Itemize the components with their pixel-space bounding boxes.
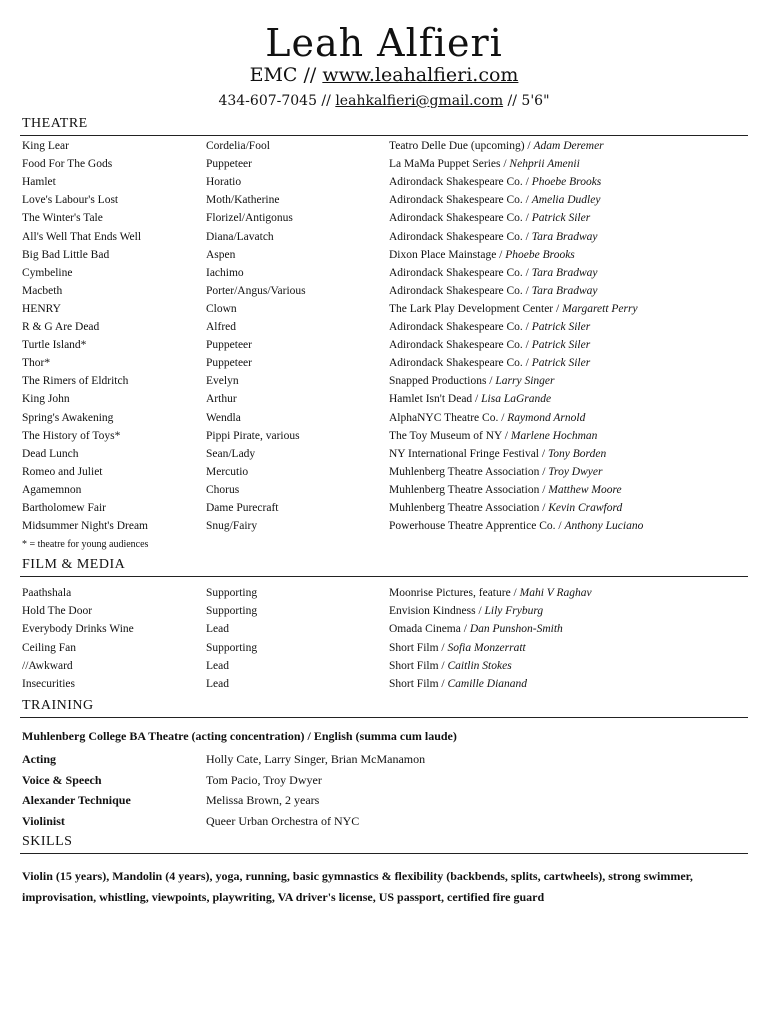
training-row (0, 812, 768, 830)
theatre-credit-row (0, 427, 768, 445)
theatre-credit-row (0, 282, 768, 300)
company-name: Short Film / (389, 678, 448, 690)
theatre-credit-row (0, 318, 768, 336)
director-name: Dan Punshon-Smith (469, 623, 563, 636)
company-director (389, 481, 622, 499)
training-row (0, 771, 768, 789)
production-title: Love's Labour's Lost (22, 194, 119, 207)
company-name: Short Film / (389, 659, 448, 672)
role-name: Puppeteer (206, 158, 252, 171)
theatre-section-title: THEATRE (22, 116, 88, 131)
training-area: Voice & Speech (22, 772, 102, 787)
role-name: Puppeteer (206, 339, 252, 352)
phone-number: 434-607-7045 // (218, 93, 331, 109)
company-director (389, 657, 512, 675)
theatre-credit-row (0, 173, 768, 191)
production-title: Bartholomew Fair (22, 502, 106, 514)
theatre-credit-row (0, 137, 768, 155)
theatre-credit-row (0, 354, 768, 372)
company-name: The Toy Museum of NY / (389, 429, 511, 442)
skills-divider (20, 853, 748, 854)
company-name: Adirondack Shakespeare Co. / (389, 230, 532, 243)
director-name: Kevin Crawford (548, 502, 623, 514)
production-title: Insecurities (22, 678, 76, 690)
company-director (389, 517, 643, 535)
role-name: Arthur (206, 393, 237, 406)
company-director (389, 246, 575, 264)
theatre-credit-row (0, 372, 768, 390)
theatre-credit-row (0, 264, 768, 282)
theatre-credit-row (0, 409, 768, 427)
director-name: Patrick Siler (531, 357, 591, 370)
theatre-credit-row (0, 246, 768, 264)
production-title: R & G Are Dead (22, 321, 100, 333)
training-area: Acting (22, 752, 56, 766)
role-name: Florizel/Antigonus (206, 212, 293, 225)
company-director (389, 409, 585, 427)
role-name: Supporting (206, 605, 258, 618)
training-row (0, 750, 768, 768)
company-director (389, 264, 597, 282)
role-name: Puppeteer (206, 357, 252, 370)
director-name: Anthony Luciano (564, 520, 644, 533)
role-name: Lead (206, 678, 229, 690)
film-credit-row (0, 675, 768, 693)
theatre-credit-row (0, 463, 768, 481)
company-name: Muhlenberg Theatre Association / (389, 502, 549, 514)
company-name: Adirondack Shakespeare Co. / (389, 357, 532, 370)
role-name: Cordelia/Fool (206, 140, 270, 152)
production-title: Macbeth (22, 284, 63, 297)
production-title: Dead Lunch (22, 447, 79, 460)
company-director (389, 639, 526, 657)
director-name: Troy Dwyer (548, 465, 603, 478)
company-director (389, 137, 604, 155)
company-director (389, 173, 601, 191)
company-name: Omada Cinema / (389, 623, 470, 636)
company-director (389, 300, 638, 318)
role-name: Iachimo (206, 266, 244, 279)
company-name: Teatro Delle Due (upcoming) / (389, 140, 534, 152)
training-teachers: Tom Pacio, Troy Dwyer (206, 772, 322, 787)
role-name: Diana/Lavatch (206, 230, 274, 243)
theatre-credit-row (0, 300, 768, 318)
company-director (389, 427, 597, 445)
training-divider (20, 717, 748, 718)
film-credit-row (0, 639, 768, 657)
contact-line (0, 94, 768, 108)
website-link[interactable]: www.leahalfieri.com (322, 64, 519, 86)
role-name: Snug/Fairy (206, 520, 258, 533)
company-director (389, 209, 590, 227)
director-name: Adam Deremer (533, 140, 604, 152)
director-name: Tara Bradway (531, 284, 598, 297)
tya-footnote: * = theatre for young audiences (22, 539, 149, 550)
company-name: Hamlet Isn't Dead / (389, 393, 482, 406)
company-director (389, 463, 602, 481)
film-credit-row (0, 602, 768, 620)
company-director (389, 602, 543, 620)
production-title: The Rimers of Eldritch (22, 375, 129, 388)
role-name: Evelyn (206, 375, 239, 388)
training-teachers: Queer Urban Orchestra of NYC (206, 813, 360, 828)
director-name: Nehprii Amenii (509, 158, 580, 171)
company-director (389, 499, 622, 517)
company-name: Adirondack Shakespeare Co. / (389, 266, 532, 279)
company-name: AlphaNYC Theatre Co. / (389, 411, 508, 424)
director-name: Margarett Perry (562, 302, 638, 315)
director-name: Sofia Monzerratt (447, 641, 526, 654)
production-title: Hold The Door (22, 605, 93, 618)
director-name: Patrick Siler (531, 321, 591, 333)
company-director (389, 390, 551, 408)
company-director (389, 584, 592, 602)
role-name: Pippi Pirate, various (206, 429, 300, 442)
company-director (389, 228, 597, 246)
role-name: Aspen (206, 248, 236, 261)
training-area: Violinist (22, 813, 65, 828)
production-title: Romeo and Juliet (22, 465, 103, 478)
role-name: Clown (206, 302, 237, 315)
role-name: Chorus (206, 483, 240, 496)
role-name: Supporting (206, 587, 258, 599)
company-director (389, 675, 527, 693)
company-name: Envision Kindness / (389, 605, 485, 618)
role-name: Supporting (206, 641, 258, 654)
production-title: Agamemnon (22, 483, 82, 496)
director-name: Marlene Hochman (510, 429, 598, 442)
production-title: The Winter's Tale (22, 212, 103, 225)
role-name: Mercutio (206, 465, 249, 478)
director-name: Phoebe Brooks (505, 248, 575, 261)
training-teachers: Melissa Brown, 2 years (206, 793, 320, 807)
company-director (389, 372, 554, 390)
director-name: Tara Bradway (531, 230, 598, 243)
company-name: Adirondack Shakespeare Co. / (389, 194, 532, 207)
director-name: Lisa LaGrande (481, 393, 552, 406)
director-name: Matthew Moore (548, 483, 622, 496)
theatre-credit-row (0, 228, 768, 246)
theatre-credit-row (0, 445, 768, 463)
role-name: Porter/Angus/Various (206, 284, 306, 297)
company-name: Dixon Place Mainstage / (389, 248, 506, 261)
degree-line: Muhlenberg College BA Theatre (acting concentration) / English (summa cum laude) (22, 729, 457, 743)
film-credit-row (0, 657, 768, 675)
union-website-line (0, 66, 768, 85)
company-director (389, 318, 590, 336)
production-title: //Awkward (22, 659, 73, 672)
company-name: Muhlenberg Theatre Association / (389, 483, 549, 496)
union-status: EMC // (249, 64, 317, 86)
company-director (389, 354, 590, 372)
production-title: Big Bad Little Bad (22, 248, 110, 261)
role-name: Moth/Katherine (206, 194, 280, 207)
production-title: Cymbeline (22, 266, 73, 279)
production-title: Food For The Gods (22, 158, 113, 171)
production-title: HENRY (22, 302, 61, 315)
film-credit-row (0, 620, 768, 638)
training-area: Alexander Technique (22, 793, 131, 807)
production-title: Ceiling Fan (22, 641, 76, 654)
director-name: Lily Fryburg (484, 605, 544, 618)
production-title: Spring's Awakening (22, 411, 114, 424)
production-title: Paathshala (22, 587, 72, 599)
role-name: Lead (206, 623, 229, 636)
company-name: Short Film / (389, 641, 448, 654)
production-title: Thor* (22, 357, 51, 370)
production-title: Hamlet (22, 176, 56, 189)
director-name: Larry Singer (495, 375, 555, 388)
film-divider (20, 576, 748, 577)
skills-section-title: SKILLS (22, 834, 73, 849)
company-director (389, 155, 580, 173)
email-link[interactable]: leahkalfieri@gmail.com (335, 93, 504, 109)
role-name: Alfred (206, 321, 237, 333)
company-director (389, 191, 600, 209)
production-title: King John (22, 393, 70, 406)
company-name: La MaMa Puppet Series / (389, 158, 510, 171)
company-name: NY International Fringe Festival / (389, 447, 548, 460)
company-name: Snapped Productions / (389, 375, 496, 388)
production-title: King Lear (22, 140, 69, 152)
role-name: Sean/Lady (206, 447, 256, 460)
company-director (389, 336, 590, 354)
company-name: Adirondack Shakespeare Co. / (389, 212, 532, 225)
director-name: Amelia Dudley (531, 194, 601, 207)
director-name: Tara Bradway (531, 266, 598, 279)
theatre-divider (20, 135, 748, 136)
company-name: Adirondack Shakespeare Co. / (389, 339, 532, 352)
production-title: Turtle Island* (22, 339, 87, 352)
company-name: Adirondack Shakespeare Co. / (389, 321, 532, 333)
theatre-credit-row (0, 191, 768, 209)
role-name: Horatio (206, 176, 242, 189)
director-name: Camille Dianand (447, 678, 528, 690)
company-name: Adirondack Shakespeare Co. / (389, 284, 532, 297)
company-director (389, 282, 597, 300)
training-row (0, 791, 768, 809)
production-title: The History of Toys* (22, 429, 121, 442)
company-name: The Lark Play Development Center / (389, 302, 563, 315)
role-name: Lead (206, 659, 229, 672)
film-credit-row (0, 584, 768, 602)
theatre-credit-row (0, 209, 768, 227)
director-name: Phoebe Brooks (531, 176, 602, 189)
company-name: Muhlenberg Theatre Association / (389, 465, 549, 478)
film-section-title: FILM & MEDIA (22, 557, 126, 572)
director-name: Patrick Siler (531, 339, 591, 352)
director-name: Mahi V Raghav (519, 587, 592, 599)
theatre-credit-row (0, 517, 768, 535)
training-section-title: TRAINING (22, 698, 94, 713)
height-info: // 5'6" (507, 93, 550, 109)
director-name: Tony Borden (547, 447, 607, 460)
company-director (389, 620, 563, 638)
theatre-credit-row (0, 499, 768, 517)
production-title: Everybody Drinks Wine (22, 623, 134, 636)
director-name: Raymond Arnold (507, 411, 586, 424)
company-name: Adirondack Shakespeare Co. / (389, 176, 532, 189)
training-teachers: Holly Cate, Larry Singer, Brian McManamon (206, 752, 426, 766)
skills-text: Violin (15 years), Mandolin (4 years), yoga, running, basic gymnastics & flexibility (backbends, splits, cartwheels), strong swimmer, improvisation, whistling, viewpoints, playwriting, VA driver's license, US passport, certified fire guard (22, 869, 693, 904)
role-name: Dame Purecraft (206, 502, 279, 514)
theatre-credit-row (0, 155, 768, 173)
production-title: Midsummer Night's Dream (22, 520, 149, 533)
theatre-credit-row (0, 390, 768, 408)
candidate-name: Leah Alfieri (265, 21, 503, 65)
theatre-credit-row (0, 336, 768, 354)
company-name: Powerhouse Theatre Apprentice Co. / (389, 520, 565, 533)
company-director (389, 445, 606, 463)
director-name: Caitlin Stokes (447, 659, 512, 672)
role-name: Wendla (206, 411, 241, 424)
director-name: Patrick Siler (531, 212, 591, 225)
production-title: All's Well That Ends Well (22, 230, 142, 243)
theatre-credit-row (0, 481, 768, 499)
company-name: Moonrise Pictures, feature / (389, 587, 520, 599)
